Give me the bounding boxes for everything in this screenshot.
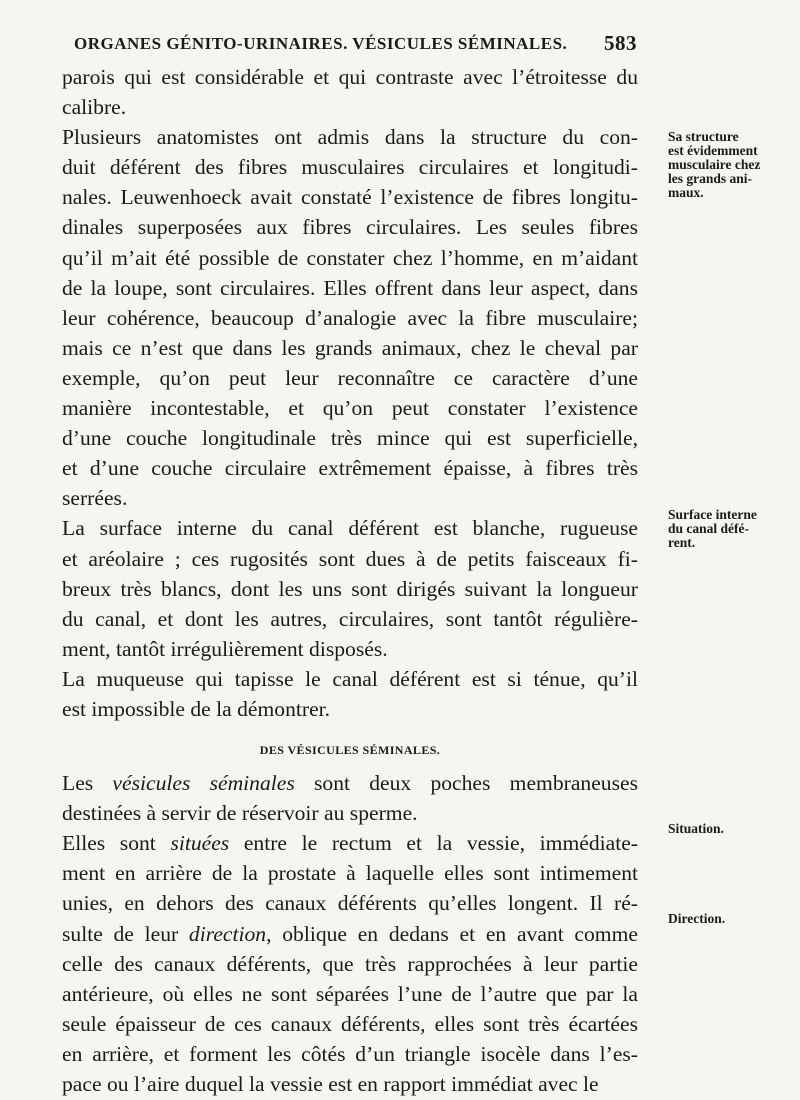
main-text [62,62,638,1099]
text-line: ment, tantôt irrégulièrement disposés. [62,636,388,661]
text-line: d’une couche longitudinale très mince qui est superficielle, [62,426,638,451]
text-line: nales. Leuwenhoeck avait constaté l’existence de fibres longitu- [62,185,638,210]
margin-note-line: maux. [668,185,704,200]
body-paragraph-2 [62,122,638,513]
text-line: Les vésicules séminales sont deux poches membraneuses [62,771,638,796]
margin-note-line: est évidemment [668,143,758,158]
margin-note-surface [668,508,788,550]
text-line: breux très blancs, dont les uns sont dirigés suivant la longueur [62,576,638,601]
text-line: en arrière, et forment les côtés d’un triangle isocèle dans l’es- [62,1041,638,1066]
text-line: et d’une couche circulaire extrêmement épaisse, à fibres très [62,456,638,481]
margin-note-situation [668,822,788,836]
body-paragraph-3 [62,513,638,663]
text-line: qu’il m’ait été possible de constater chez l’homme, en m’aidant [62,245,638,270]
text-line: dinales superposées aux fibres circulaires. Les seules fibres [62,215,638,240]
section-paragraph-1 [62,768,638,828]
emphasis: direction [188,921,267,946]
text-line: exemple, qu’on peut leur reconnaître ce caractère d’une [62,365,638,390]
text-line: pace ou l’aire duquel la vessie est en rapport immédiat avec le [62,1072,599,1096]
text-line: seule épaisseur de ces canaux déférents, elles sont très écartées [62,1011,638,1036]
text-line: destinées à servir de réservoir au sperme. [62,801,418,826]
text-line: duit déférent des fibres musculaires circulaires et longitudi- [62,155,638,180]
text-line: unies, en dehors des canaux déférents qu’elles longent. Il ré- [62,891,638,916]
text-line: est impossible de la démontrer. [62,696,331,721]
margin-note-line: Surface interne [668,507,757,522]
margin-note-line: Situation. [668,821,724,836]
text-line: serrées. [62,486,128,511]
text-line: et aréolaire ; ces rugosités sont dues à de petits faisceaux fi- [62,546,638,571]
margin-note-line: les grands ani- [668,171,753,186]
margin-note-line: Direction. [668,911,726,926]
section-heading: DES VÉSICULES SÉMINALES. [259,743,441,758]
body-paragraph-4 [62,664,638,724]
text-line: du canal, et dont les autres, circulaires, sont tantôt régulière- [62,606,638,631]
margin-note-line: rent. [668,535,696,550]
body-paragraph-1 [62,62,638,122]
margin-note-line: musculaire chez [668,157,761,172]
margin-note-line: du canal défé- [668,521,749,536]
text-line: La surface interne du canal déférent est blanche, rugueuse [62,516,638,541]
text-line: leur cohérence, beaucoup d’analogie avec la fibre musculaire; [62,305,638,330]
margin-note-structure [668,130,788,200]
margin-note-direction [668,912,788,926]
text-line: Elles sont situées entre le rectum et la vessie, immédiate- [62,831,638,856]
emphasis: vésicules séminales [112,771,295,796]
text-line: mais ce n’est que dans les grands animaux, chez le cheval par [62,335,638,360]
text-line: parois qui est considérable et qui contraste avec l’étroitesse du [62,65,638,89]
text-line: Plusieurs anatomistes ont admis dans la structure du con- [62,125,638,150]
text-line: ment en arrière de la prostate à laquelle elles sont intimement [62,861,638,886]
text-line: sulte de leur direction, oblique en dedans et en avant comme [62,921,638,946]
text-line: de la loupe, sont circulaires. Elles offrent dans leur aspect, dans [62,275,638,300]
text-line: calibre. [62,95,127,120]
text-line: manière incontestable, et qu’on peut constater l’existence [62,396,638,421]
margin-note-line: Sa structure [668,129,739,144]
text-line: La muqueuse qui tapisse le canal déférent est si ténue, qu’il [62,666,638,691]
text-line: celle des canaux déférents, que très rapprochées à leur partie [62,951,638,976]
page-number: 583 [604,31,637,55]
text-line: antérieure, où elles ne sont séparées l’une de l’autre que par la [62,981,638,1006]
header-title: ORGANES GÉNITO-URINAIRES. VÉSICULES SÉMINALES. [74,34,568,53]
section-paragraph-2 [62,828,638,1099]
emphasis: situées [170,831,230,856]
